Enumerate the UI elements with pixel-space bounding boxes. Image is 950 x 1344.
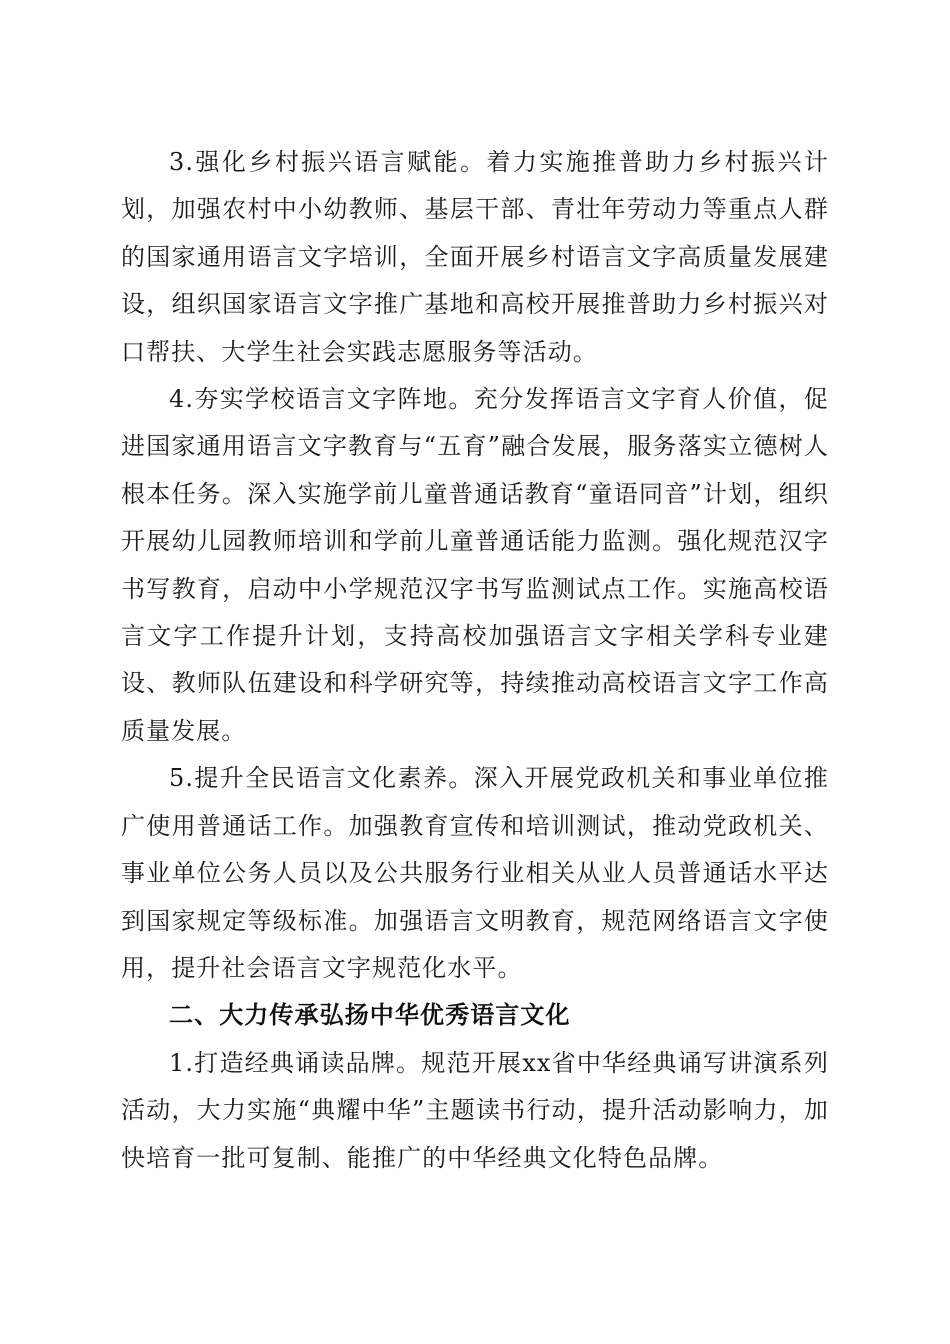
document-body (121, 139, 829, 1182)
paragraph-rural-revitalization: 3.强化乡村振兴语言赋能。着力实施推普助力乡村振兴计划，加强农村中小幼教师、基层干部、青壮年劳动力等重点人群的国家通用语言文字培训，全面开展乡村语言文字高质量发展建设，组织国家语言文字推广基地和高校开展推普助力乡村振兴对口帮扶、大学生社会实践志愿服务等活动。 (121, 148, 829, 366)
paragraph-school-language: 4.夯实学校语言文字阵地。充分发挥语言文字育人价值，促进国家通用语言文字教育与“五育”融合发展，服务落实立德树人根本任务。深入实施学前儿童普通话教育“童语同音”计划，组织开展幼儿园教师培训和学前儿童普通话能力监测。强化规范汉字书写教育，启动中小学规范汉字书写监测试点工作。实施高校语言文字工作提升计划，支持高校加强语言文字相关学科专业建设、教师队伍建设和科学研究等，持续推动高校语言文字工作高质量发展。 (121, 385, 829, 745)
paragraph-classic-reading: 1.打造经典诵读品牌。规范开展xx省中华经典诵写讲演系列活动，大力实施“典耀中华”主题读书行动，提升活动影响力，加快培育一批可复制、能推广的中华经典文化特色品牌。 (121, 1048, 829, 1172)
paragraph-public-literacy: 5.提升全民语言文化素养。深入开展党政机关和事业单位推广使用普通话工作。加强教育宣传和培训测试，推动党政机关、事业单位公务人员以及公共服务行业相关从业人员普通话水平达到国家规定等级标准。加强语言文明教育，规范网络语言文字使用，提升社会语言文字规范化水平。 (121, 764, 829, 982)
section-heading: 二、大力传承弘扬中华优秀语言文化 (169, 1001, 571, 1030)
